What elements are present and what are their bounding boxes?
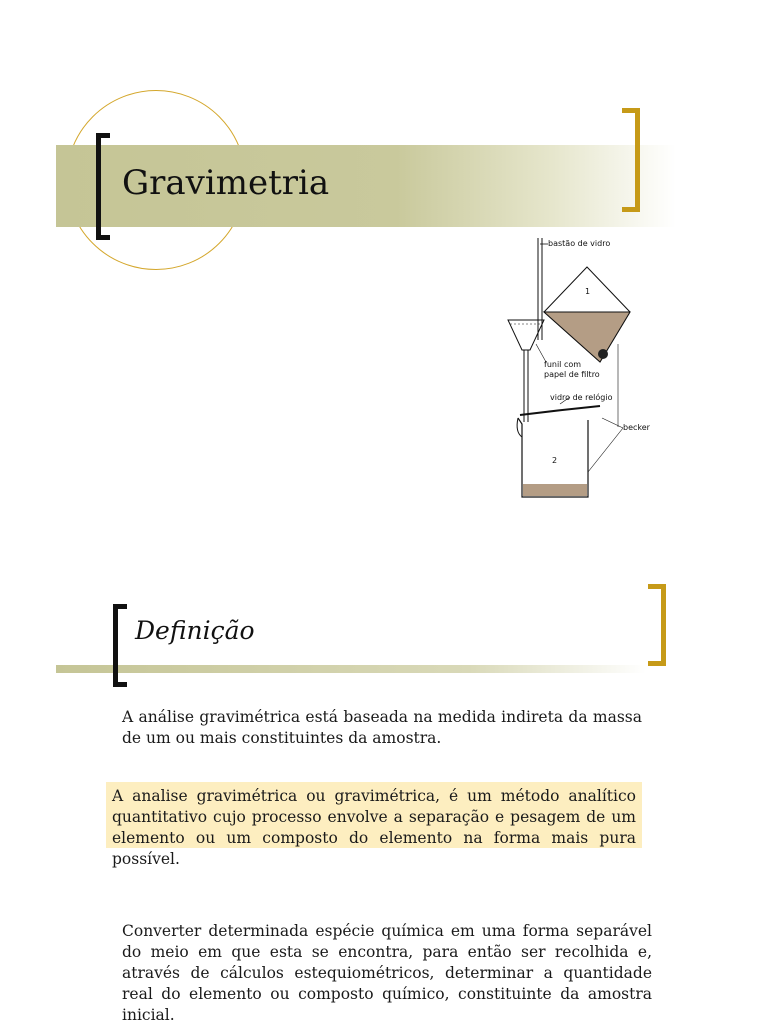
label-beaker: becker <box>623 423 650 432</box>
label-n2: 2 <box>552 456 558 465</box>
right-bracket-2 <box>648 584 666 666</box>
section-title: Definição <box>135 616 255 645</box>
label-funnel-2: papel de filtro <box>544 370 600 379</box>
paragraph-highlighted: A analise gravimétrica ou gravimétrica, é um método analítico quantitativo cujo processo envolve a separação e pesagem de um elemento ou um composto do elemento na forma mais pura possível. <box>112 787 636 868</box>
subtitle-band <box>56 665 646 673</box>
paragraph-definition: A análise gravimétrica está baseada na medida indireta da massa de um ou mais constituintes da amostra. <box>122 708 642 747</box>
label-rod: bastão de vidro <box>548 239 611 248</box>
label-n1: 1 <box>585 287 591 296</box>
left-bracket-2 <box>113 604 127 687</box>
label-watch-glass: vidro de relógio <box>550 393 613 402</box>
page-title: Gravimetria <box>122 163 330 203</box>
left-bracket <box>96 133 110 240</box>
label-funnel-1: funil com <box>544 360 582 369</box>
paragraph-conversion: Converter determinada espécie química em uma forma separável do meio em que esta se encontra, para então ser recolhida e, através de cálculos estequiométricos, determinar a quantidade real do elemento ou composto químico, constituinte da amostra inicial. <box>122 922 652 1024</box>
filtration-diagram <box>490 232 670 507</box>
right-bracket <box>622 108 640 212</box>
